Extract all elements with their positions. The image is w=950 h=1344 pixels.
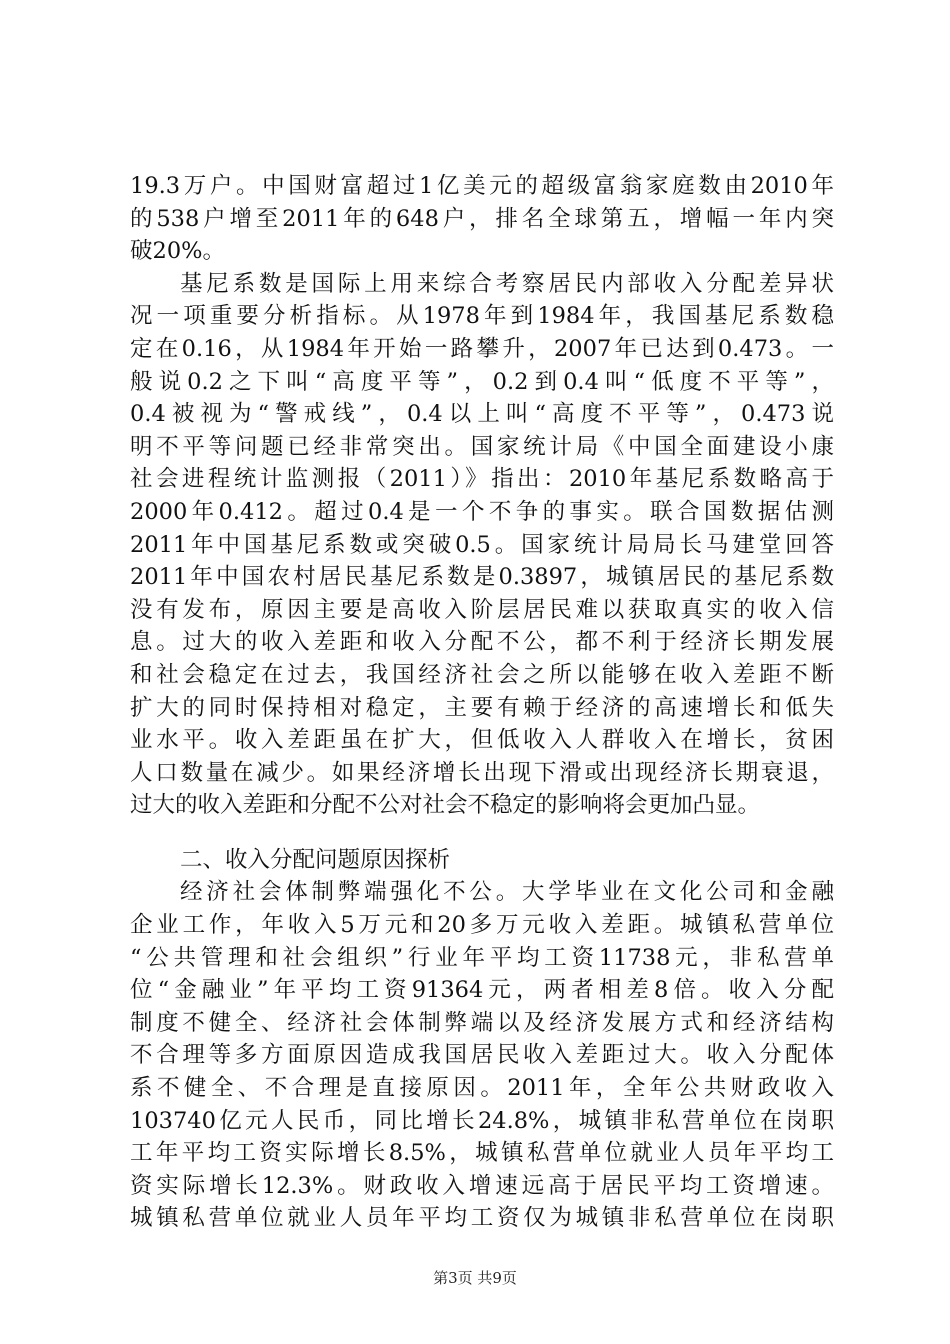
page-number-footer: 第3页 共9页 [433,1269,517,1287]
text-line: 2000年0.412。超过0.4是一个不争的事实。联合国数据估测 [130,498,834,525]
text-line: 过大的收入差距和分配不公对社会不稳定的影响将会更加凸显。 [130,792,761,819]
text-line: 般说0.2之下叫“高度平等”，0.2到0.4叫“低度不平等”， [130,368,834,395]
text-line: 扩大的同时保持相对稳定，主要有赖于经济的高速增长和低失 [130,694,834,721]
paragraph-2 [130,268,834,822]
text-line: 系不健全、不合理是直接原因。2011年，全年公共财政收入 [130,1075,834,1102]
section-heading: 二、收入分配问题原因探析 [180,846,451,873]
text-line: 2011年中国基尼系数或突破0.5。国家统计局局长马建堂回答 [130,531,834,558]
text-line: 况一项重要分析指标。从1978年到1984年，我国基尼系数稳 [130,303,834,330]
text-line: 的538户增至2011年的648户，排名全球第五，增幅一年内突 [130,205,834,232]
text-line: 城镇私营单位就业人员年平均工资仅为城镇非私营单位在岗职 [130,1205,834,1232]
text-line: 社会进程统计监测报（2011）》指出：2010年基尼系数略高于 [130,466,834,493]
document-body [130,170,834,1235]
text-line: 位“金融业”年平均工资91364元，两者相差8倍。收入分配 [130,977,834,1004]
text-line: 制度不健全、经济社会体制弊端以及经济发展方式和经济结构 [130,1009,834,1036]
text-line: 0.4被视为“警戒线”，0.4以上叫“高度不平等”，0.473说 [130,401,834,428]
text-line: 基尼系数是国际上用来综合考察居民内部收入分配差异状 [180,270,834,297]
text-line: 资实际增长12.3%。财政收入增速远高于居民平均工资增速。 [130,1172,834,1199]
text-line: 企业工作，年收入5万元和20多万元收入差距。城镇私营单位 [130,912,834,939]
text-line: 明不平等问题已经非常突出。国家统计局《中国全面建设小康 [130,433,834,460]
paragraph-gap [130,822,834,844]
text-line: 103740亿元人民币，同比增长24.8%，城镇非私营单位在岗职 [130,1107,834,1134]
paragraph-1 [130,170,834,268]
text-line: 定在0.16，从1984年开始一路攀升，2007年已达到0.473。一 [130,335,834,362]
text-line: 19.3万户。中国财富超过1亿美元的超级富翁家庭数由2010年 [130,173,834,199]
text-line: 人口数量在减少。如果经济增长出现下滑或出现经济长期衰退， [130,759,834,786]
text-line: 工年平均工资实际增长8.5%，城镇私营单位就业人员年平均工 [130,1140,834,1167]
text-line: 息。过大的收入差距和收入分配不公，都不利于经济长期发展 [130,629,834,656]
text-line: “公共管理和社会组织”行业年平均工资11738元，非私营单 [130,944,834,971]
paragraph-3 [130,876,834,1235]
text-line: 业水平。收入差距虽在扩大，但低收入人群收入在增长，贫困 [130,727,834,754]
text-line: 2011年中国农村居民基尼系数是0.3897，城镇居民的基尼系数 [130,564,834,591]
text-line: 经济社会体制弊端强化不公。大学毕业在文化公司和金融 [180,879,834,906]
text-line: 没有发布，原因主要是高收入阶层居民难以获取真实的收入信 [130,596,834,623]
text-line: 和社会稳定在过去，我国经济社会之所以能够在收入差距不断 [130,661,834,688]
text-line: 破20%。 [130,238,226,265]
text-line: 不合理等多方面原因造成我国居民收入差距过大。收入分配体 [130,1042,834,1069]
